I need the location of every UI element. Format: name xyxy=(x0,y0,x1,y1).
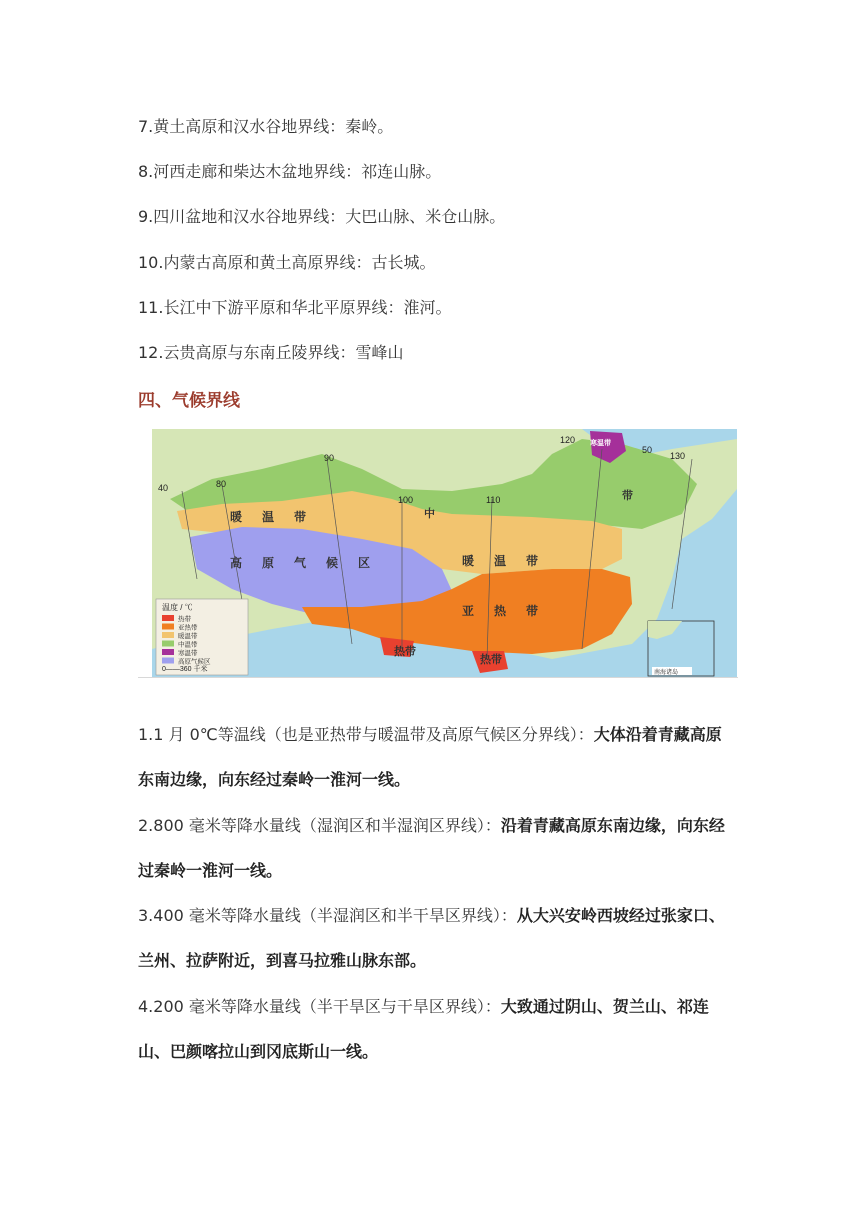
zone-label-middle: 中 xyxy=(424,508,435,520)
climate-line-detail: 从大兴安岭西坡经过张家口、兰州、拉萨附近，到喜马拉雅山脉东部。 xyxy=(138,906,725,970)
legend-swatch xyxy=(162,641,174,647)
boundary-line-7: 7.黄土高原和汉水谷地界线：秦岭。 xyxy=(138,117,394,136)
section-heading-climate: 四、气候界线 xyxy=(138,391,240,411)
climate-line-4 xyxy=(138,984,728,1074)
legend-swatch xyxy=(162,615,174,621)
legend-swatch xyxy=(162,649,174,655)
longitude-label: 110 xyxy=(486,495,501,505)
zone-label-plateau: 高原气候区 xyxy=(230,556,391,570)
climate-line-text: 4.200 毫米等降水量线（半干旱区与干旱区界线）： xyxy=(138,997,501,1016)
boundary-line-8: 8.河西走廊和柴达木盆地界线：祁连山脉。 xyxy=(138,162,442,181)
climate-line-text: 3.400 毫米等降水量线（半湿润区和半干旱区界线）： xyxy=(138,906,517,925)
legend-item-label: 高原气候区 xyxy=(178,658,211,666)
map-legend xyxy=(156,599,248,675)
climate-line-3 xyxy=(138,893,728,983)
legend-item-label: 中温带 xyxy=(178,641,198,649)
map-inset xyxy=(648,621,714,676)
longitude-label: 40 xyxy=(158,483,169,493)
legend-swatch xyxy=(162,658,174,664)
zone-label-tropical: 热带 xyxy=(480,654,502,666)
legend-item-label: 亚热带 xyxy=(178,624,198,632)
longitude-label: 120 xyxy=(560,435,576,445)
zone-label-warm-temperate: 暖温带 xyxy=(230,510,327,524)
legend-scale: 0——360 千米 xyxy=(162,666,208,673)
climate-line-detail: 大体沿着青藏高原东南边缘，向东经过秦岭一淮河一线。 xyxy=(138,725,722,789)
longitude-label: 100 xyxy=(398,495,414,505)
climate-line-2 xyxy=(138,803,728,893)
longitude-label: 130 xyxy=(670,451,686,461)
boundary-line-11: 11.长江中下游平原和华北平原界线：淮河。 xyxy=(138,298,452,317)
climate-zone-map xyxy=(152,429,737,678)
longitude-label: 80 xyxy=(216,479,227,489)
map-divider xyxy=(138,677,738,678)
longitude-label: 50 xyxy=(642,445,653,455)
zone-label-warm-temperate-east: 暖温带 xyxy=(462,554,559,568)
zone-label-tropical-west: 热带 xyxy=(394,646,416,658)
zone-label-temperate: 带 xyxy=(622,490,633,502)
zone-label-cold: 寒温带 xyxy=(590,440,611,447)
legend-item-label: 暖温带 xyxy=(178,633,198,640)
legend-item-label: 热带 xyxy=(178,616,191,623)
climate-line-1 xyxy=(138,712,728,802)
boundary-line-12: 12.云贵高原与东南丘陵界线：雪峰山 xyxy=(138,343,404,362)
climate-line-detail: 大致通过阴山、贺兰山、祁连山、巴颜喀拉山到冈底斯山一线。 xyxy=(138,997,709,1061)
longitude-label: 90 xyxy=(324,453,335,463)
inset-label: 南海诸岛 xyxy=(654,670,679,676)
boundary-line-9: 9.四川盆地和汉水谷地界线：大巴山脉、米仓山脉。 xyxy=(138,207,506,226)
climate-line-text: 2.800 毫米等降水量线（湿润区和半湿润区界线）： xyxy=(138,816,501,835)
legend-title: 温度 / ℃ xyxy=(162,603,193,612)
zone-label-subtropical: 亚热带 xyxy=(462,604,559,618)
legend-swatch xyxy=(162,624,174,630)
climate-line-text: 1.1 月 0℃等温线（也是亚热带与暖温带及高原气候区分界线）： xyxy=(138,725,594,744)
legend-item-label: 寒温带 xyxy=(178,650,198,657)
boundary-line-10: 10.内蒙古高原和黄土高原界线：古长城。 xyxy=(138,253,436,272)
legend-swatch xyxy=(162,632,174,638)
climate-line-detail: 沿着青藏高原东南边缘，向东经过秦岭一淮河一线。 xyxy=(138,816,725,880)
